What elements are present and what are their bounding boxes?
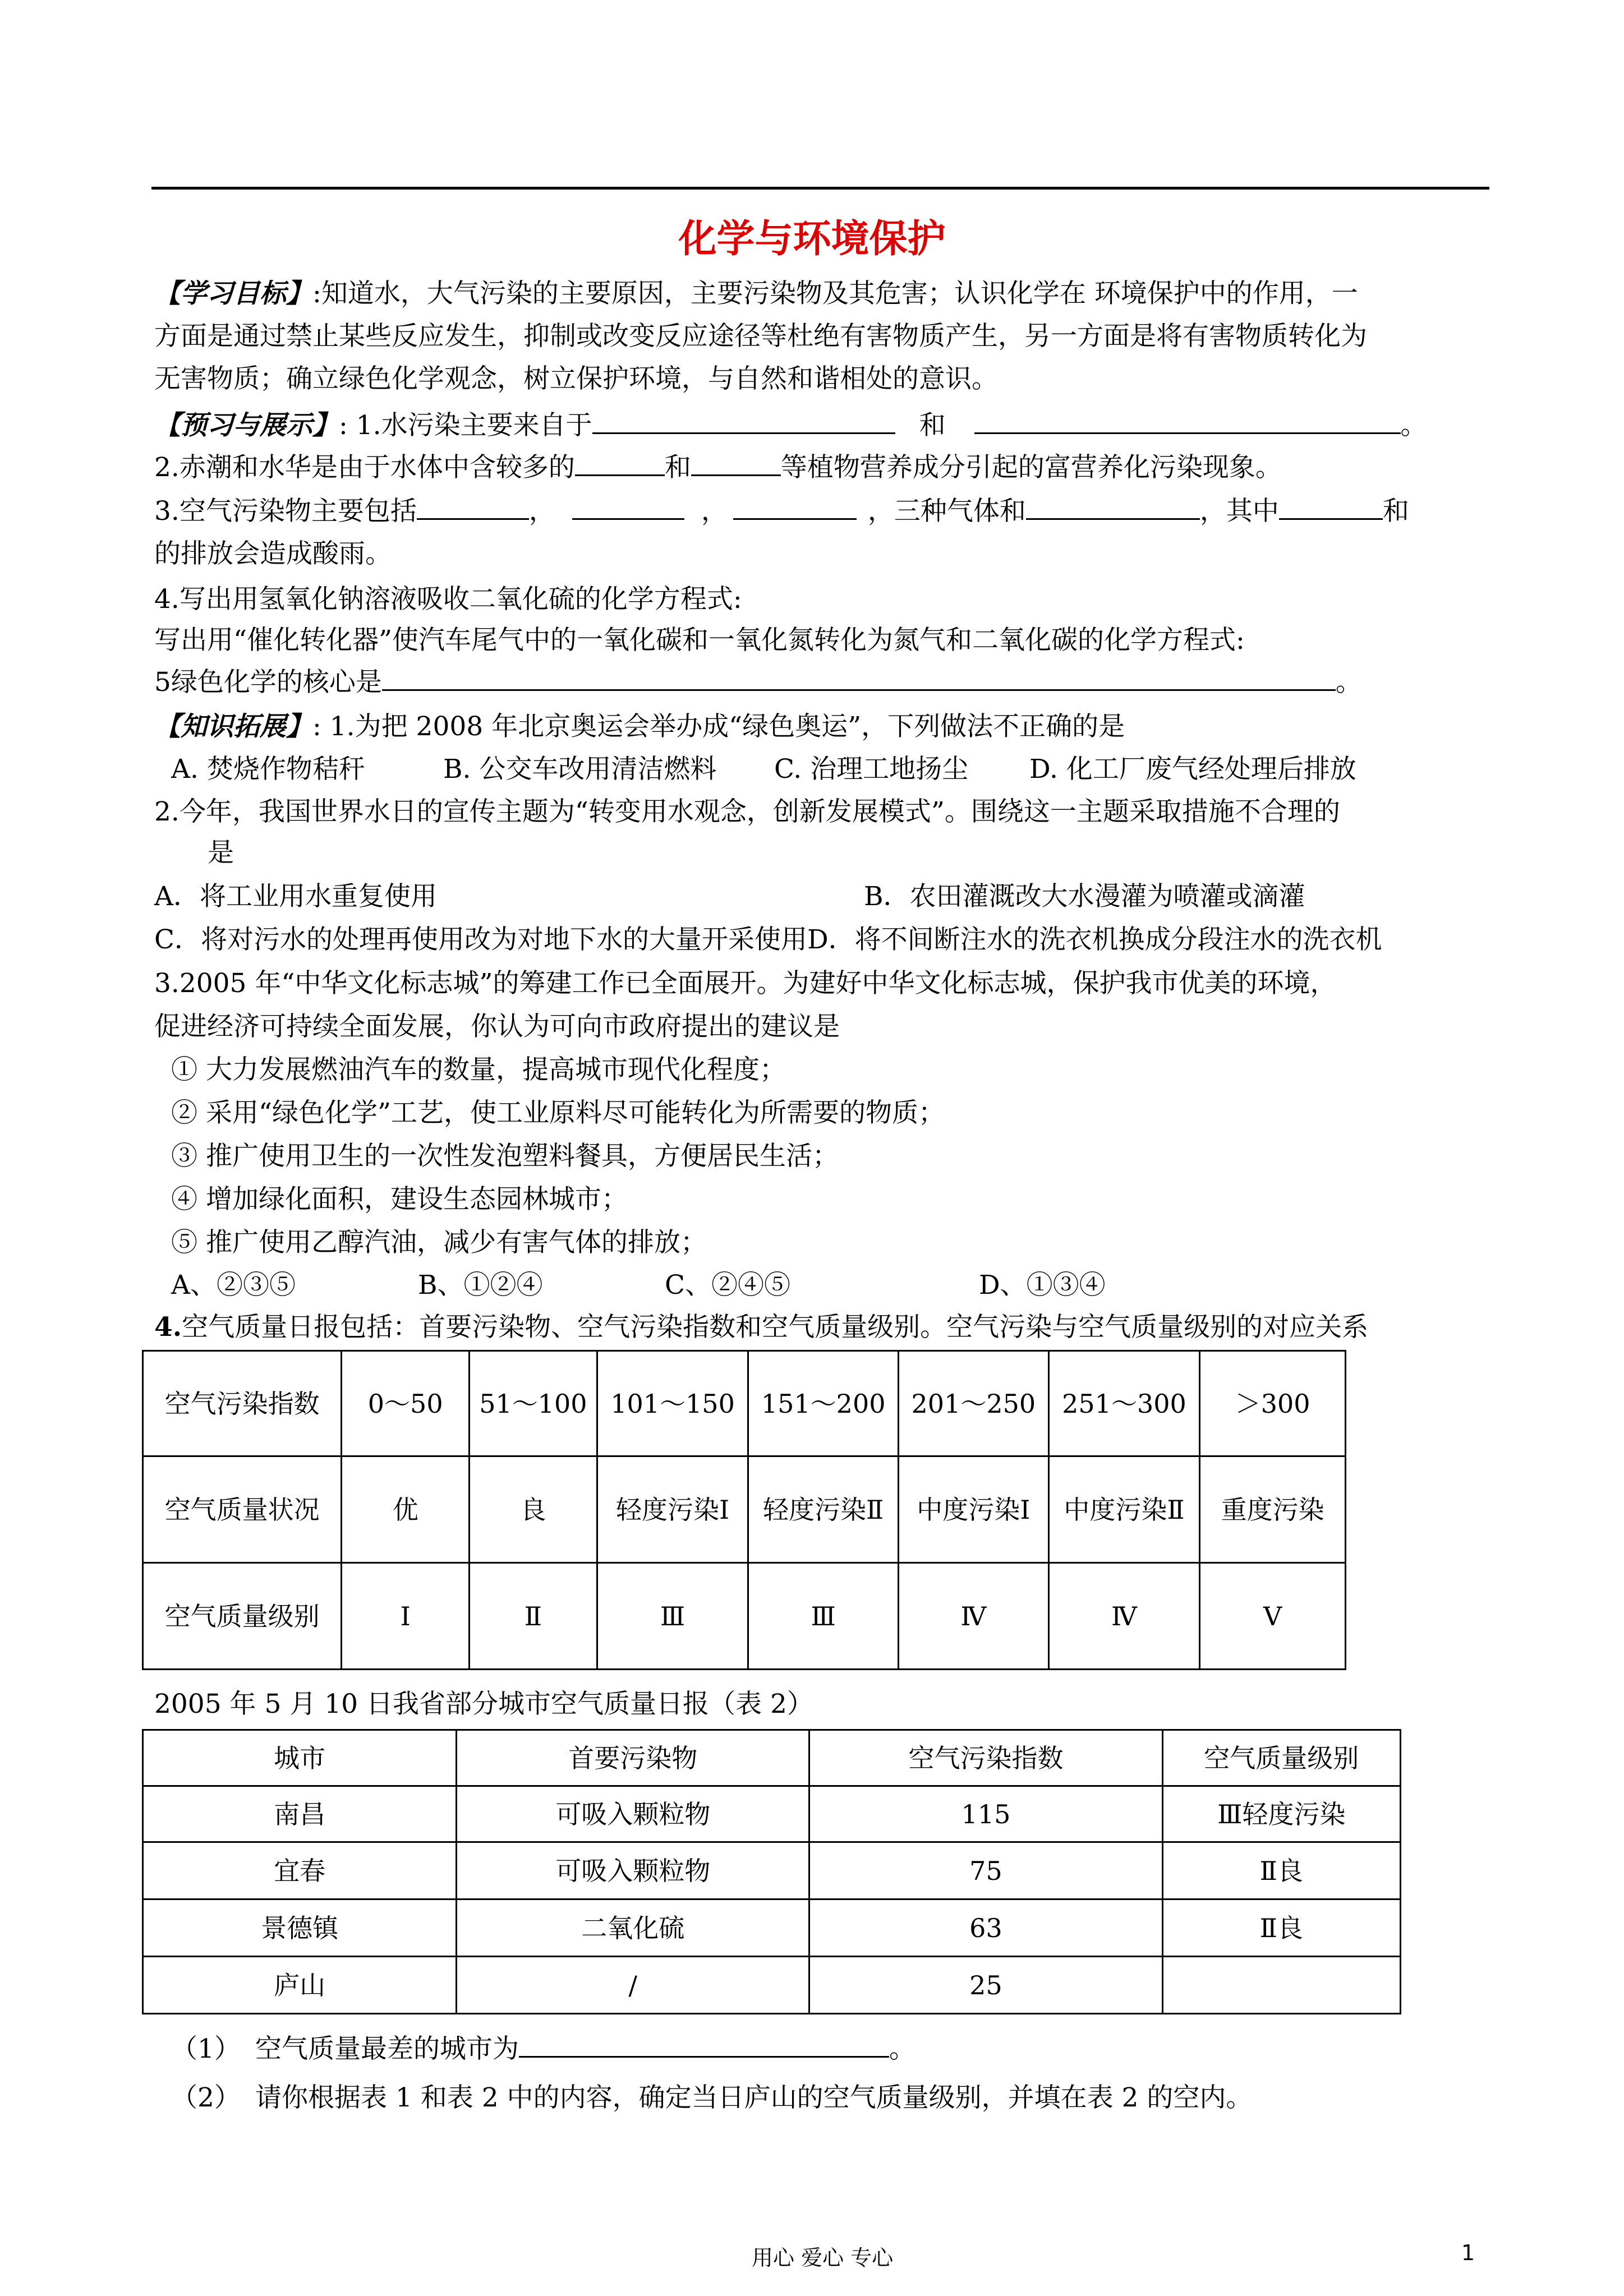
table-cell: 景德镇: [143, 1899, 457, 1957]
table-cell: 251～300: [1048, 1351, 1200, 1456]
table-cell: Ⅳ: [1048, 1563, 1200, 1670]
preview-q2: 2.赤潮和水华是由于水体中含较多的 和 等植物营养成分引起的富营养化污染现象。: [154, 452, 1282, 483]
preview-label: 【预习与展示】: [154, 410, 339, 441]
suggestion-item: ① 大力发展燃油汽车的数量，提高城市现代化程度；: [171, 1054, 786, 1085]
answer-blank[interactable]: [733, 495, 857, 520]
option-d[interactable]: D、①③④: [979, 1270, 1106, 1301]
column-header: 空气质量级别: [1162, 1730, 1400, 1786]
expand-q2-options-row-1: [154, 878, 1489, 916]
table-cell: 可吸入颗粒物: [457, 1842, 809, 1899]
answer-blank[interactable]: [519, 2032, 889, 2058]
expand-q2-options-row-2: [154, 921, 1489, 959]
table-cell: 0～50: [342, 1351, 470, 1456]
table-cell: Ⅲ: [597, 1563, 748, 1670]
objective-label: 【学习目标】: [154, 278, 312, 309]
row-header: 空气质量级别: [143, 1563, 342, 1670]
table-cell: 115: [809, 1786, 1162, 1842]
table-cell: 101～150: [597, 1351, 748, 1456]
option-a[interactable]: A. 焚烧作物秸秆: [171, 754, 365, 785]
suggestion-item: ② 采用“绿色化学”工艺，使工业原料尽可能转化为所需要的物质；: [171, 1098, 945, 1128]
table-cell: 良: [470, 1456, 597, 1563]
table-row: [143, 1957, 1401, 2014]
option-d[interactable]: D. 化工厂废气经处理后排放: [1029, 754, 1356, 785]
suggestion-item: ⑤ 推广使用乙醇汽油，减少有害气体的排放；: [171, 1227, 707, 1258]
option-a[interactable]: A．将工业用水重复使用: [154, 881, 437, 912]
table-cell: /: [457, 1957, 809, 2014]
table-cell: Ⅴ: [1200, 1563, 1346, 1670]
expand-q3-options: [171, 1266, 1506, 1304]
table-cell: 151～200: [748, 1351, 899, 1456]
table-row: [143, 1842, 1401, 1899]
answer-blank[interactable]: [575, 451, 665, 476]
column-header: 首要污染物: [457, 1730, 809, 1786]
table-cell: 庐山: [143, 1957, 457, 2014]
page-number: 1: [1461, 2240, 1475, 2265]
expand-q1-options: [171, 750, 1506, 789]
table-cell: Ⅱ: [470, 1563, 597, 1670]
preview-q5: 5绿色化学的核心是 。: [154, 667, 1362, 698]
option-d[interactable]: D．将不间断注水的洗衣机换成分段注水的洗衣机: [807, 924, 1382, 955]
answer-blank[interactable]: [572, 495, 684, 520]
table-header-row: [143, 1730, 1401, 1786]
table-cell: 75: [809, 1842, 1162, 1899]
table-row: [143, 1563, 1346, 1670]
expand-q3-line-2: 促进经济可持续全面发展，你认为可向市政府提出的建议是: [154, 1011, 840, 1042]
table-cell: 宜春: [143, 1842, 457, 1899]
option-b[interactable]: B．农田灌溉改大水漫灌为喷灌或滴灌: [864, 881, 1305, 912]
objective-line-1: 【学习目标】:知道水，大气污染的主要原因，主要污染物及其危害；认识化学在 环境保护中的作用，一: [154, 278, 1358, 309]
sub-question-2: （2） 请你根据表 1 和表 2 中的内容，确定当日庐山的空气质量级别，并填在表 2 的空内。: [171, 2082, 1253, 2113]
answer-blank[interactable]: [1026, 495, 1200, 520]
row-header: 空气质量状况: [143, 1456, 342, 1563]
expand-q4: 4.空气质量日报包括：首要污染物、空气污染指数和空气质量级别。空气污染与空气质量级别的对应关系: [154, 1312, 1369, 1343]
answer-blank[interactable]: [382, 666, 1336, 691]
table-cell: 南昌: [143, 1786, 457, 1842]
preview-q4a: 4.写出用氢氧化钠溶液吸收二氧化硫的化学方程式:: [154, 584, 742, 615]
expand-q1: 【知识拓展】: 1.为把 2008 年北京奥运会举办成“绿色奥运”，下列做法不正确的是: [154, 711, 1125, 742]
table-cell: 25: [809, 1957, 1162, 2014]
option-c[interactable]: C．将对污水的处理再使用改为对地下水的大量开采使用: [154, 924, 807, 955]
expand-label: 【知识拓展】: [154, 711, 312, 742]
city-air-quality-table: [142, 1729, 1401, 2014]
answer-blank[interactable]: [1279, 495, 1383, 520]
preview-q4b: 写出用“催化转化器”使汽车尾气中的一氧化碳和一氧化氮转化为氮气和二氧化碳的化学方程式:: [154, 625, 1245, 656]
option-a[interactable]: A、②③⑤: [171, 1270, 296, 1301]
table-cell: 51～100: [470, 1351, 597, 1456]
table-row: [143, 1456, 1346, 1563]
option-b[interactable]: B、①②④: [418, 1270, 543, 1301]
footer-motto: 用心 爱心 专心: [752, 2246, 894, 2270]
preview-q3-cont: 的排放会造成酸雨。: [154, 538, 392, 569]
table-cell: Ⅱ良: [1162, 1842, 1400, 1899]
table-cell: 中度污染Ⅱ: [1048, 1456, 1200, 1563]
table2-caption: 2005 年 5 月 10 日我省部分城市空气质量日报（表 2）: [154, 1689, 813, 1719]
table-row: [143, 1899, 1401, 1957]
expand-q2-line-1: 2.今年，我国世界水日的宣传主题为“转变用水观念，创新发展模式”。围绕这一主题采取措施不合理的: [154, 796, 1340, 827]
expand-q3-line-1: 3.2005 年“中华文化标志城”的筹建工作已全面展开。为建好中华文化标志城，保护我市优美的环境，: [154, 968, 1337, 999]
objective-line-3: 无害物质；确立绿色化学观念，树立保护环境，与自然和谐相处的意识。: [154, 363, 998, 394]
table-cell: Ⅱ良: [1162, 1899, 1400, 1957]
table-cell: 优: [342, 1456, 470, 1563]
air-quality-grade-table: [142, 1350, 1346, 1670]
answer-blank[interactable]: [974, 409, 1401, 434]
grade-answer-cell[interactable]: [1162, 1957, 1400, 2014]
suggestion-item: ④ 增加绿化面积，建设生态园林城市；: [171, 1184, 628, 1215]
page-title: 化学与环境保护: [678, 217, 946, 261]
column-header: 城市: [143, 1730, 457, 1786]
option-b[interactable]: B. 公交车改用清洁燃料: [443, 754, 717, 785]
preview-q3: 3.空气污染物主要包括 ， ， ，三种气体和 ，其中 和: [154, 496, 1409, 527]
column-header: 空气污染指数: [809, 1730, 1162, 1786]
objective-line-2: 方面是通过禁止某些反应发生，抑制或改变反应途径等杜绝有害物质产生，另一方面是将有害物质转化为: [154, 321, 1367, 352]
answer-blank[interactable]: [592, 409, 895, 434]
table-cell: 轻度污染Ⅱ: [748, 1456, 899, 1563]
table-cell: Ⅰ: [342, 1563, 470, 1670]
preview-q1: 【预习与展示】: 1.水污染主要来自于 和 。: [154, 410, 1427, 441]
option-c[interactable]: C、②④⑤: [665, 1270, 790, 1301]
sub-question-1: （1） 空气质量最差的城市为 。: [171, 2034, 915, 2064]
table-cell: Ⅳ: [899, 1563, 1049, 1670]
table-cell: 中度污染Ⅰ: [899, 1456, 1049, 1563]
row-header: 空气污染指数: [143, 1351, 342, 1456]
table-cell: 可吸入颗粒物: [457, 1786, 809, 1842]
table-cell: 201～250: [899, 1351, 1049, 1456]
table-cell: 63: [809, 1899, 1162, 1957]
answer-blank[interactable]: [691, 451, 781, 476]
expand-q2-line-2: 是: [208, 837, 234, 868]
table-row: [143, 1351, 1346, 1456]
answer-blank[interactable]: [417, 495, 529, 520]
table-cell: 重度污染: [1200, 1456, 1346, 1563]
table-row: [143, 1786, 1401, 1842]
table-cell: ＞300: [1200, 1351, 1346, 1456]
header-rule: [151, 187, 1489, 190]
option-c[interactable]: C. 治理工地扬尘: [774, 754, 969, 785]
suggestion-item: ③ 推广使用卫生的一次性发泡塑料餐具，方便居民生活；: [171, 1141, 839, 1172]
table-cell: 二氧化硫: [457, 1899, 809, 1957]
table-cell: 轻度污染Ⅰ: [597, 1456, 748, 1563]
table-cell: Ⅲ轻度污染: [1162, 1786, 1400, 1842]
table-cell: Ⅲ: [748, 1563, 899, 1670]
